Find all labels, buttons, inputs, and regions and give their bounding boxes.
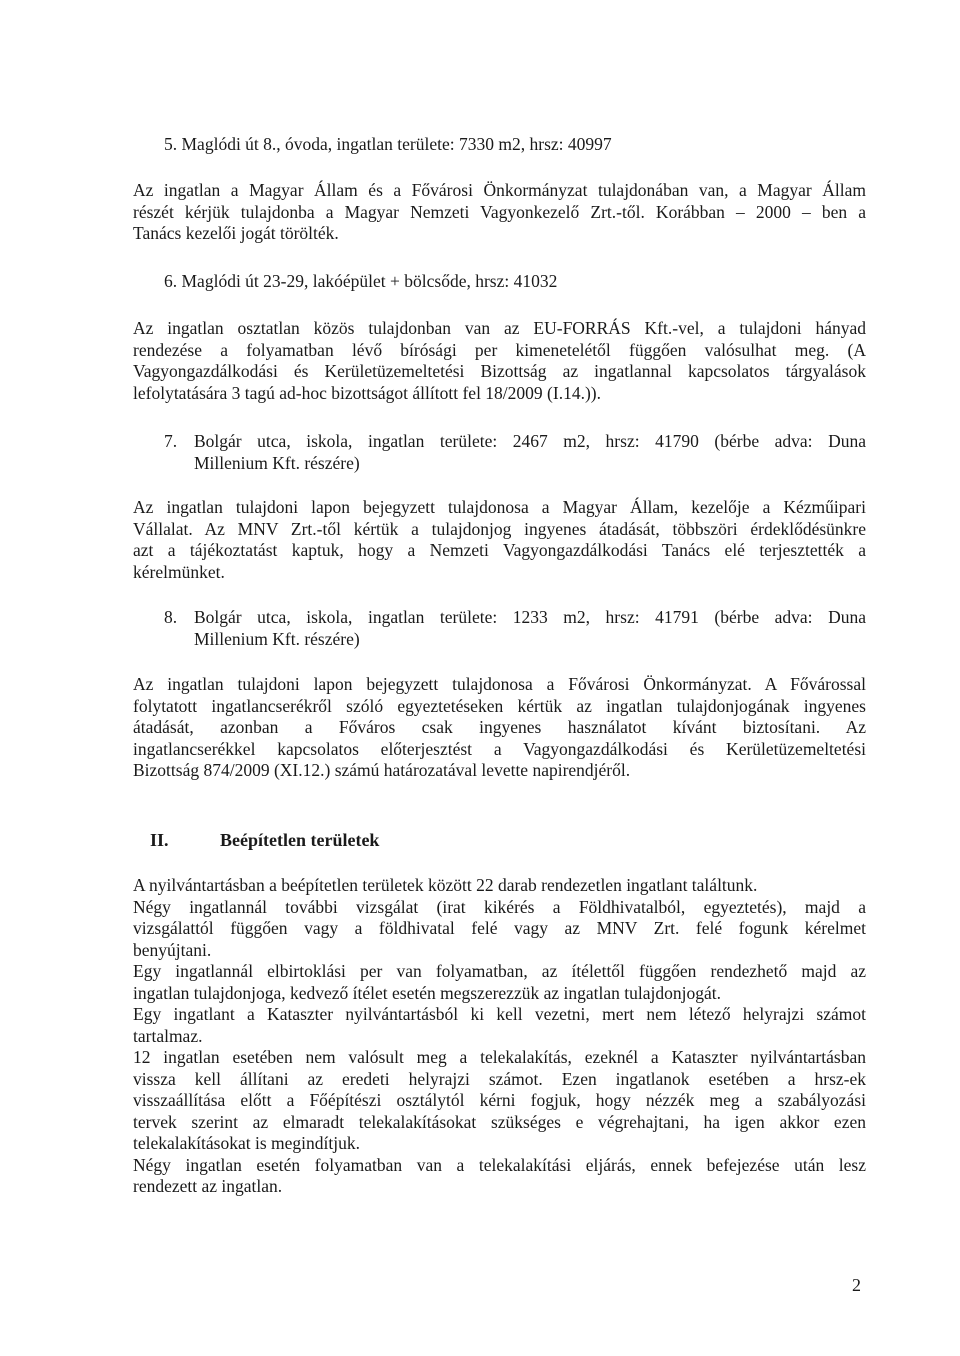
text-line: rendezése a folyamatban lévő bírósági per kimenetelétől függően valósulhat meg. (A bbox=[133, 339, 866, 360]
text-line: Tanács kezelői jogát törölték. bbox=[133, 223, 339, 243]
text-line: átadását, azonban a Főváros csak ingyenes használatot kívánt biztosítani. Az bbox=[133, 717, 866, 737]
item-7-number bbox=[164, 431, 177, 453]
item-8-number-text: 8. bbox=[164, 607, 178, 627]
page-number: 2 bbox=[852, 1275, 861, 1295]
text-line: Az ingatlan tulajdoni lapon bejegyzett tulajdonosa a Fővárosi Önkormányzat. A Fővárossal bbox=[133, 674, 866, 694]
text-line: ingatlan tulajdonjoga, kedvező ítélet esetén megszerezzük az ingatlan tulajdonjogát. bbox=[133, 982, 721, 1003]
text-line: Egy ingatlannál elbirtoklási per van folyamatban, az ítélettől függően rendezhető majd az bbox=[133, 961, 866, 981]
text-line: Négy ingatlannál további vizsgálat (irat kikérés a Földhivatalból, egyeztetés), majd a bbox=[133, 896, 866, 917]
text-line: 12 ingatlan esetében nem valósult meg a telekalakítás, ezeknél a Kataszter nyilvántartásban bbox=[133, 1047, 866, 1067]
section-title: Beépítetlen területek bbox=[220, 830, 380, 850]
text-line: tervek szerint az elmaradt telekalakításokat szükséges e végrehajtani, ha igen akkor ezen bbox=[133, 1111, 866, 1132]
section-2-body bbox=[133, 875, 866, 1198]
text-line: lefolytatására 3 tagú ad-hoc bizottságot állított fel 18/2009 (I.14.)). bbox=[133, 382, 601, 403]
item-5-paragraph bbox=[133, 180, 866, 245]
text-line: rendezett az ingatlan. bbox=[133, 1176, 283, 1196]
text-line: ingatlancserékkel kapcsolatos előterjesztést a Vagyongazdálkodási és Kerületüzemeltetési bbox=[133, 738, 866, 759]
text-line: részét kérjük tulajdonba a Magyar Nemzeti Vagyonkezelő Zrt.-től. Korábban – 2000 – ben a bbox=[133, 201, 866, 222]
item-7-heading bbox=[194, 431, 866, 474]
text-line: azt a tájékoztatást kaptuk, hogy a Nemzeti Vagyongazdálkodási Tanács elé terjesztették a bbox=[133, 540, 866, 560]
text-line: A nyilvántartásban a beépítetlen területek között 22 darab rendezetlen ingatlant találtunk. bbox=[133, 875, 758, 895]
text-line: Millenium Kft. részére) bbox=[194, 452, 360, 473]
item-7-number-text: 7. bbox=[164, 431, 178, 451]
text-line: Egy ingatlant a Kataszter nyilvántartásból ki kell vezetni, mert nem létező helyrajzi számot bbox=[133, 1004, 866, 1024]
text-line: telekalakításokat is megindítjuk. bbox=[133, 1133, 360, 1153]
item-7-paragraph bbox=[133, 497, 866, 583]
item-8-heading bbox=[194, 607, 866, 650]
text-line: Bolgár utca, iskola, ingatlan területe: 2467 m2, hrsz: 41790 (bérbe adva: Duna bbox=[194, 431, 866, 451]
item-6-heading bbox=[164, 271, 557, 293]
text-line: Az ingatlan osztatlan közös tulajdonban van az EU-FORRÁS Kft.-vel, a tulajdoni hányad bbox=[133, 318, 866, 338]
text-line: vissza kell állítani az eredeti helyrajzi számot. Ezen ingatlanok esetében a hrsz-ek bbox=[133, 1068, 866, 1089]
section-number: II. bbox=[150, 830, 169, 850]
item-5-heading bbox=[164, 134, 612, 156]
item-8-number bbox=[164, 607, 177, 629]
text-line: visszaállítása előtt a Főépítészi osztálytól kérni fogjuk, hogy nézzék meg a szabályozási bbox=[133, 1090, 866, 1110]
text-line: Vagyongazdálkodási és Kerületüzemeltetési Bizottság az ingatlannal kapcsolatos tárgyalások bbox=[133, 361, 866, 381]
text-line: Bizottság 874/2009 (XI.12.) számú határozatával levette napirendjéről. bbox=[133, 760, 631, 780]
text-line: vizsgálattól függően vagy a földhivatal felé vagy az MNV Zrt. felé fogunk kérelmet bbox=[133, 918, 866, 938]
item-8-paragraph bbox=[133, 674, 866, 782]
text-line: kérelmünket. bbox=[133, 561, 225, 582]
text-line: Az ingatlan a Magyar Állam és a Fővárosi Önkormányzat tulajdonában van, a Magyar Állam bbox=[133, 180, 866, 200]
item-6-heading-text: 6. Maglódi út 23-29, lakóépület + bölcsőde, hrsz: 41032 bbox=[164, 271, 558, 291]
item-5-heading-text: 5. Maglódi út 8., óvoda, ingatlan területe: 7330 m2, hrsz: 40997 bbox=[164, 134, 612, 154]
text-line: Millenium Kft. részére) bbox=[194, 628, 360, 649]
text-line: folytatott ingatlancserékről szóló egyeztetéseken kértük az ingatlan tulajdonjogának ingyenes bbox=[133, 695, 866, 716]
item-6-paragraph bbox=[133, 318, 866, 404]
text-line: benyújtani. bbox=[133, 939, 212, 960]
text-line: Bolgár utca, iskola, ingatlan területe: 1233 m2, hrsz: 41791 (bérbe adva: Duna bbox=[194, 607, 866, 627]
text-line: Az ingatlan tulajdoni lapon bejegyzett tulajdonosa a Magyar Állam, kezelője a Kézműipari bbox=[133, 497, 866, 517]
text-line: tartalmaz. bbox=[133, 1025, 203, 1046]
text-line: Vállalat. Az MNV Zrt.-től kértük a tulajdonjog ingyenes átadását, többszöri érdeklődésünkre bbox=[133, 518, 866, 539]
text-line: Négy ingatlan esetén folyamatban van a telekalakítási eljárás, ennek befejezése után lesz bbox=[133, 1154, 866, 1175]
